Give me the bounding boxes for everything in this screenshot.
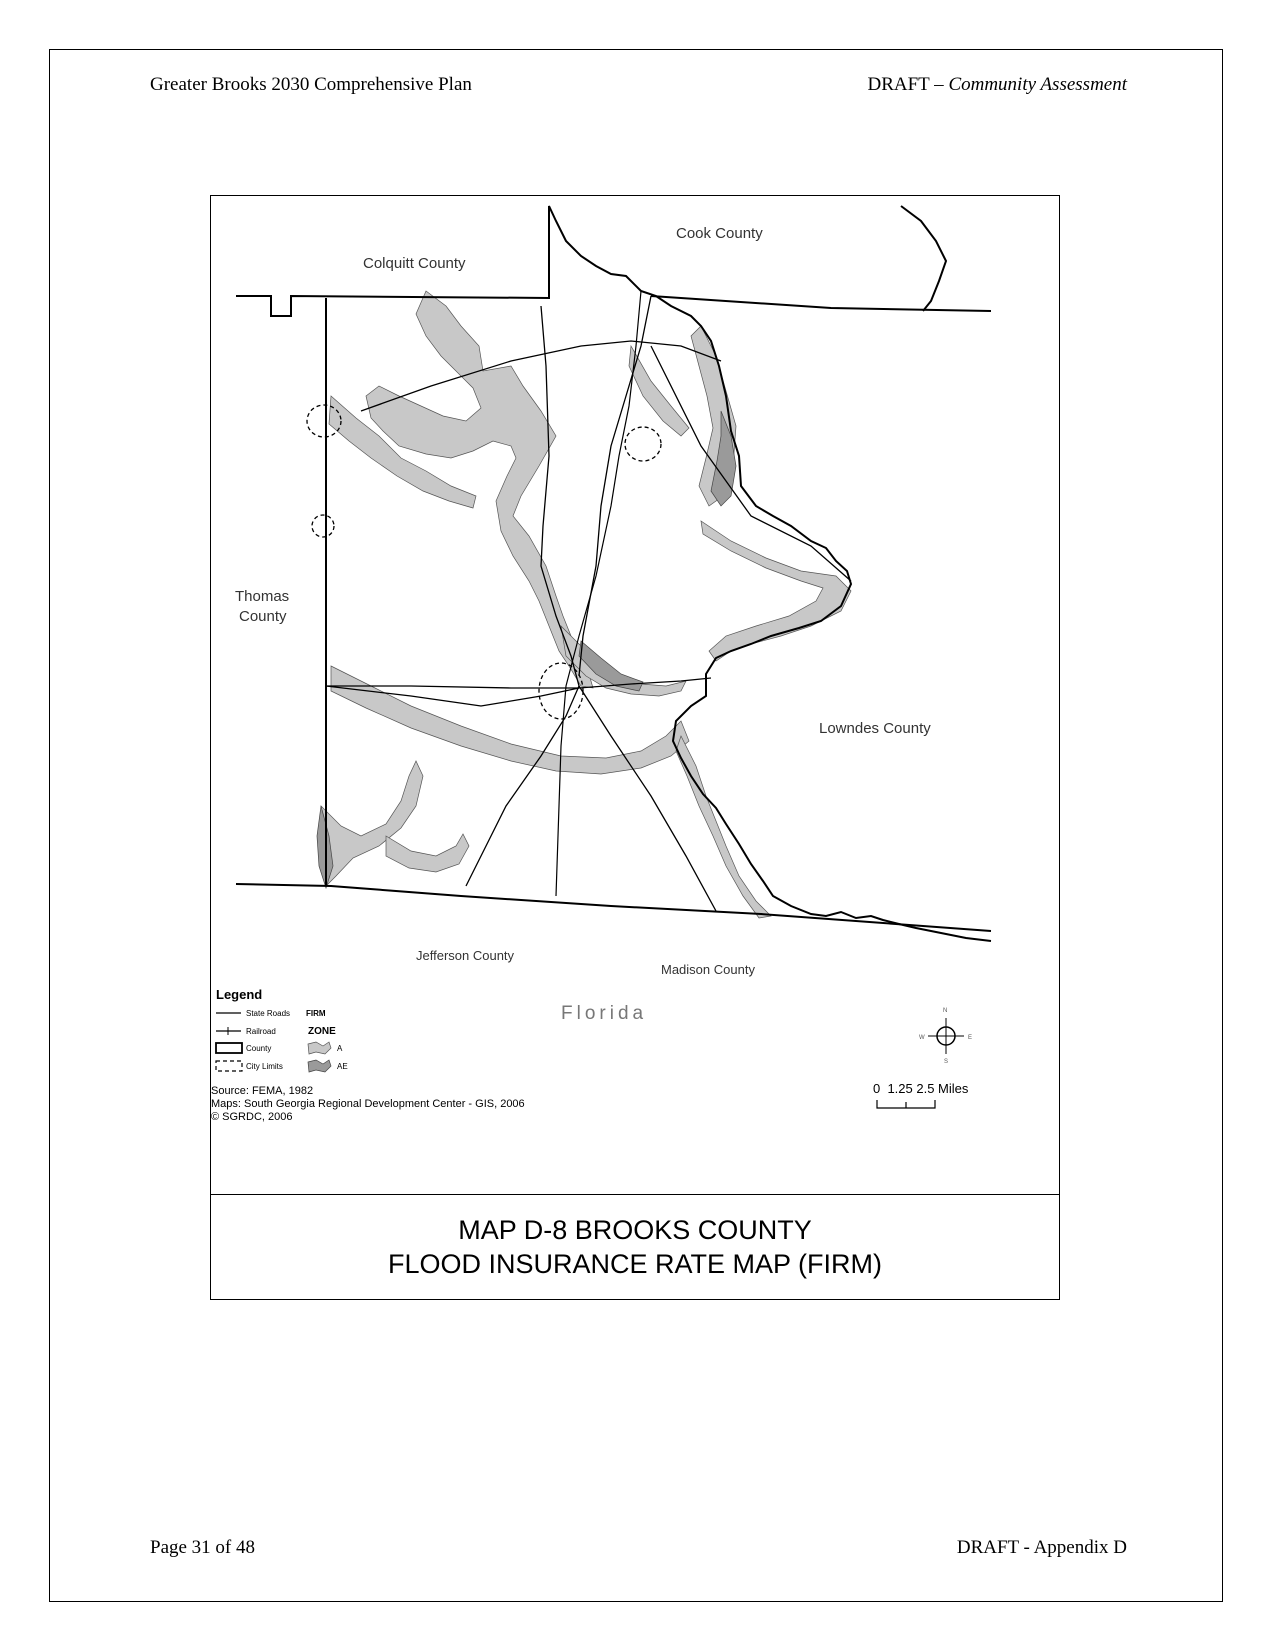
cook-lowndes-line [651,296,991,311]
label-madison-county: Madison County [661,962,755,977]
legend-city-limits-label: City Limits [246,1062,283,1071]
legend-state-roads-label: State Roads [246,1009,291,1018]
header-draft-label: DRAFT – [867,74,949,95]
scale-bar-label: 0 1.25 2.5 Miles [873,1081,969,1096]
flood-zone-south-branch [386,834,469,872]
label-thomas-county-line2: County [239,608,287,625]
city-limit-northeast [625,427,661,461]
source-line-3: © SGRDC, 2006 [211,1111,293,1123]
source-line-2: Maps: South Georgia Regional Development Center - GIS, 2006 [211,1098,525,1110]
legend-zone-a-label: A [337,1044,343,1053]
footer-appendix-label: DRAFT - Appendix D [956,1537,1127,1558]
state-road-southeast [579,686,716,911]
legend-zone-a-symbol [308,1042,331,1054]
source-line-1: Source: FEMA, 1982 [211,1085,314,1097]
map-legend [211,987,525,1123]
legend-zone-ae-label: AE [337,1062,348,1071]
label-florida: Florida [561,1003,648,1024]
label-lowndes-county: Lowndes County [819,720,931,737]
legend-title: Legend [216,987,263,1002]
compass-s: S [944,1059,949,1065]
north-arrow-icon [919,1008,972,1065]
flood-zone-east-branch [629,346,689,436]
map-title-line-1: MAP D-8 BROOKS COUNTY [458,1215,812,1245]
state-road-northeast [579,296,651,676]
flood-zone-southeast [676,736,771,918]
scale-bar [873,1081,969,1108]
railroad-north-south [556,291,641,896]
map-title-block [211,1194,1059,1299]
compass-n: N [943,1008,948,1014]
scale-bar-ruler [877,1100,935,1108]
label-jefferson-county: Jefferson County [416,948,515,963]
compass-w: W [919,1035,925,1041]
label-thomas-county-line1: Thomas [235,588,290,605]
header-section-title [867,74,1127,96]
flood-zone-a-areas [319,291,851,918]
southern-state-line [236,884,991,931]
footer-page-number: Page 31 of 48 [150,1537,256,1558]
header-document-title: Greater Brooks 2030 Comprehensive Plan [150,74,472,95]
legend-county-symbol [216,1043,242,1053]
legend-county-label: County [246,1044,272,1053]
legend-zone-label: ZONE [308,1026,336,1037]
cook-county-east-line [901,206,946,311]
header-section-name: Community Assessment [948,74,1127,95]
legend-railroad-label: Railroad [246,1027,276,1036]
map-title-line-2: FLOOD INSURANCE RATE MAP (FIRM) [387,1249,883,1279]
flood-map [211,196,1061,1196]
label-cook-county: Cook County [676,225,763,242]
flood-zone-east-border [701,521,851,661]
label-colquitt-county: Colquitt County [363,255,466,272]
compass-e: E [968,1035,973,1041]
city-limit-west-small [312,515,334,537]
legend-city-limits-symbol [216,1061,242,1071]
map-frame [210,195,1060,1300]
legend-firm-label: FIRM [306,1009,326,1018]
legend-zone-ae-symbol [308,1060,331,1072]
